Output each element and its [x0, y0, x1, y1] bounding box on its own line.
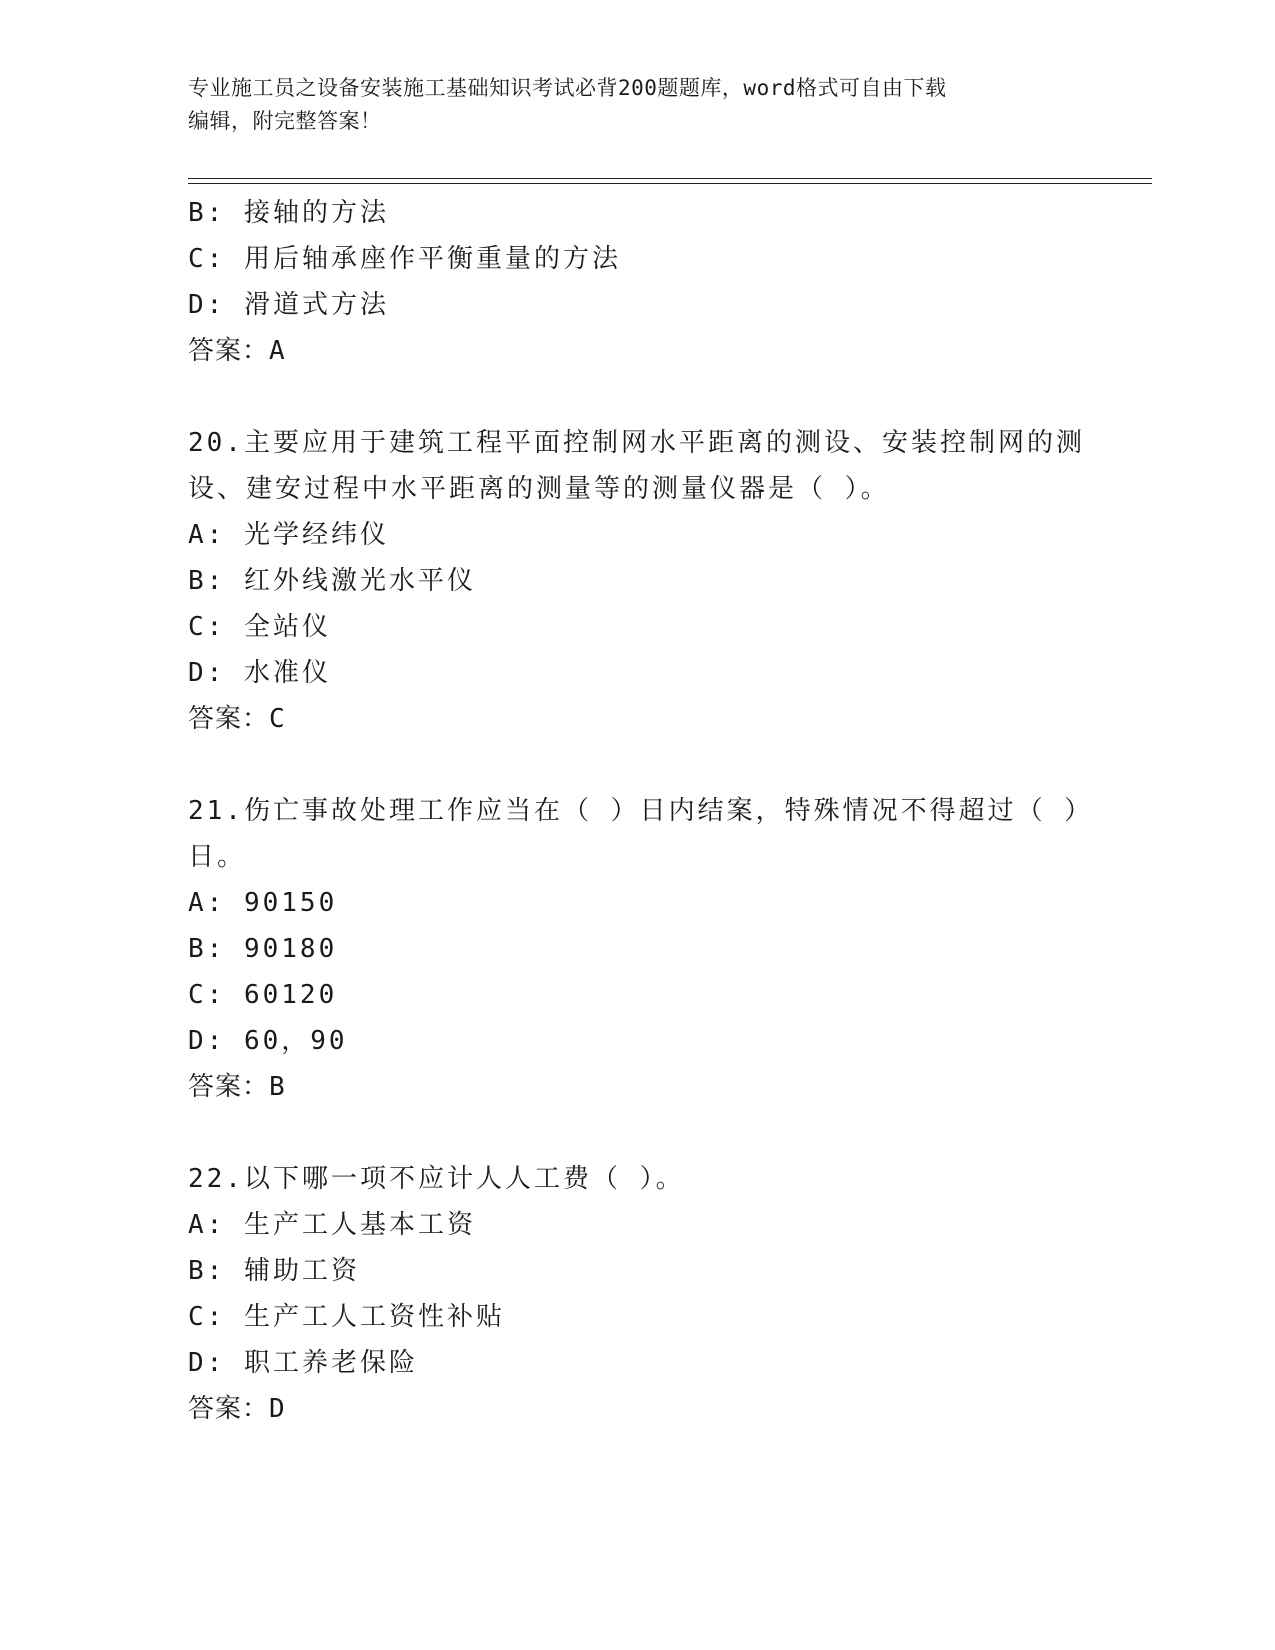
- option-a: A: 生产工人基本工资: [188, 1210, 476, 1240]
- option-b: B: 90180: [188, 934, 338, 964]
- answer-line: [188, 696, 1088, 742]
- option-c: C: 用后轴承座作平衡重量的方法: [188, 244, 621, 274]
- option-d: D: 滑道式方法: [188, 290, 389, 320]
- answer-label: 答案：: [188, 704, 270, 734]
- header-divider-top: [188, 178, 1152, 179]
- question-text: 21.伤亡事故处理工作应当在（ ）日内结案，特殊情况不得超过（ ）日。: [188, 796, 1081, 872]
- answer-label: 答案：: [188, 1072, 270, 1102]
- answer-value: A: [269, 336, 286, 366]
- option-b: B: 接轴的方法: [188, 198, 389, 228]
- question-block-22: [188, 1156, 1088, 1432]
- answer-line: [188, 1386, 1088, 1432]
- answer-value: C: [269, 704, 286, 734]
- answer-value: D: [269, 1394, 286, 1424]
- option-a: A: 光学经纬仪: [188, 520, 389, 550]
- question-text: 20.主要应用于建筑工程平面控制网水平距离的测设、安装控制网的测设、建安过程中水平距离的测量等的测量仪器是（ ）。: [188, 428, 1085, 504]
- question-list: [188, 190, 1088, 1432]
- option-c: C: 60120: [188, 980, 338, 1010]
- question-block-21: [188, 788, 1088, 1110]
- option-c: C: 生产工人工资性补贴: [188, 1302, 505, 1332]
- option-a: A: 90150: [188, 888, 338, 918]
- answer-value: B: [269, 1072, 286, 1102]
- answer-label: 答案：: [188, 1394, 270, 1424]
- option-d: D: 水准仪: [188, 658, 331, 688]
- option-d: D: 60，90: [188, 1026, 348, 1056]
- document-header: [188, 72, 1088, 138]
- option-b: B: 红外线激光水平仪: [188, 566, 476, 596]
- question-block-20: [188, 420, 1088, 742]
- question-text: 22.以下哪一项不应计人人工费（ ）。: [188, 1164, 685, 1194]
- header-title-line-2: 编辑，附完整答案！: [188, 109, 382, 133]
- answer-line: [188, 1064, 1088, 1110]
- option-d: D: 职工养老保险: [188, 1348, 418, 1378]
- answer-line: [188, 328, 1088, 374]
- answer-label: 答案：: [188, 336, 270, 366]
- header-title-line-1: 专业施工员之设备安装施工基础知识考试必背200题题库，word格式可自由下载: [188, 76, 947, 100]
- option-c: C: 全站仪: [188, 612, 331, 642]
- header-divider-bottom: [188, 183, 1152, 184]
- question-block-19: [188, 190, 1088, 374]
- option-b: B: 辅助工资: [188, 1256, 360, 1286]
